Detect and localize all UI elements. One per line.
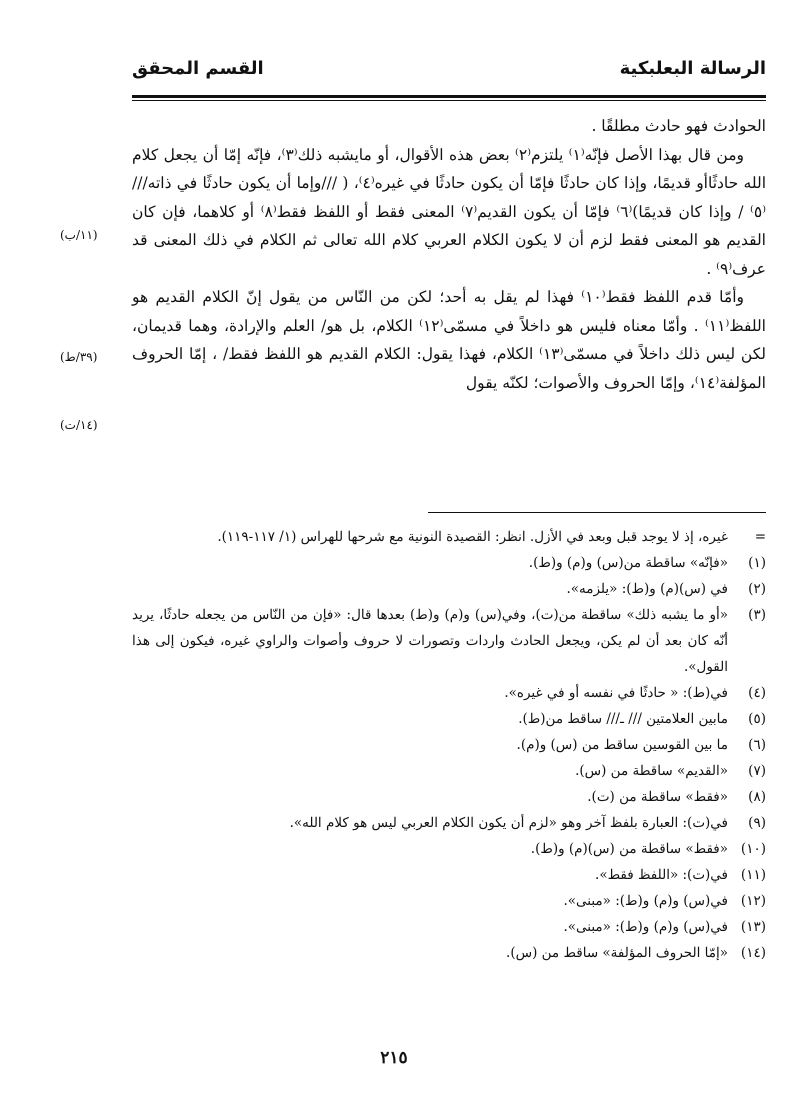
footnote-number: (٧) [748, 763, 766, 779]
footnote-number: (٣) [748, 607, 766, 623]
footnote-text: في (س)(م) و(ط): «يلزمه». [566, 581, 728, 597]
footnote-text: «فإنّه» ساقطة من(س) و(م) و(ط). [528, 555, 728, 571]
margin-note-manuscript-ref: (١١/ب) [60, 228, 98, 242]
margin-note-manuscript-ref: (١٤/ت) [60, 418, 98, 432]
running-header [132, 58, 766, 92]
margin-note-manuscript-ref: (٣٩/ط) [60, 350, 98, 364]
footnote-item [132, 784, 766, 810]
footnote-text: «فقط» ساقطة من (س)(م) و(ط). [530, 841, 728, 857]
footnote-text: «أو ما يشبه ذلك» ساقطة من(ت)، وفي(س) و(م) و(ط) بعدها قال: «فإن من النّاس من يجعله حادثًا، يريد أنّه كان بعد أن لم يكن، ويجعل الحادث واردات وتصورات لا حروف وأصوات والراوي غيره، فيكون إلى هذا القول». [132, 607, 728, 675]
footnote-number: (١٢) [740, 893, 766, 909]
footnote-item [132, 888, 766, 914]
footnote-text: «فقط» ساقطة من (ت). [587, 789, 728, 805]
paragraph-2: ومن قال بهذا الأصل فإنّه⁽١⁾ يلتزم⁽٢⁾ بعض هذه الأقوال، أو مايشبه ذلك⁽٣⁾، فإنّه إمّا أن يجعل كلام الله حادثًاأو قديمًا، وإذا كان حادثًا فإمّا أن يكون حادثًا في غيره⁽٤⁾، ( ///وإما أن يكون حادثًا في ذاته///⁽٥⁾ / وإذا كان قديمًا)⁽٦⁾ فإمّا أن يكون القديم⁽٧⁾ المعنى فقط أو اللفظ فقط⁽٨⁾ أو كلاهما، فإن كان القديم هو المعنى فقط لزم أن لا يكون الكلام العربي كلام الله تعالى ثم الكلام في ذلك المعنى قد عرف⁽٩⁾ . [132, 145, 767, 278]
footnote-item [132, 524, 766, 550]
footnote-text: غيره، إذ لا يوجد قبل وبعد في الأزل. انظر: القصيدة النونية مع شرحها للهراس (١/ ١١٧-١١٩). [217, 529, 728, 545]
footnote-item [132, 680, 766, 706]
footnote-number: (١٤) [740, 945, 766, 961]
footnote-text: مابين العلامتين /// ـ/// ساقط من(ط). [518, 711, 728, 727]
footnote-text: في(س) و(م) و(ط): «مبنى». [563, 893, 728, 909]
footnote-number: (٢) [748, 581, 766, 597]
header-section-title: القسم المحقق [132, 58, 264, 79]
footnote-number: (١٣) [740, 919, 766, 935]
page-number: ٢١٥ [380, 1048, 408, 1068]
footnote-text: في(ت): «اللفظ فقط». [595, 867, 728, 883]
main-text [132, 112, 766, 397]
footnote-separator [428, 512, 766, 513]
footnotes [132, 524, 766, 966]
footnote-item [132, 940, 766, 966]
header-rule-thick [132, 95, 766, 98]
footnote-item [132, 602, 766, 680]
footnote-text: «القديم» ساقطة من (س). [575, 763, 728, 779]
footnote-number: (١١) [740, 867, 766, 883]
footnote-text: في(ت): العبارة بلفظ آخر وهو «لزم أن يكون الكلام العربي ليس هو كلام الله». [289, 815, 728, 831]
footnote-number: (١) [748, 555, 766, 571]
footnote-item [132, 706, 766, 732]
footnote-text: «إمّا الحروف المؤلفة» ساقط من (س). [506, 945, 728, 961]
footnote-item [132, 732, 766, 758]
header-book-title: الرسالة البعلبكية [619, 58, 766, 79]
footnote-number: = [754, 529, 766, 545]
footnote-item [132, 914, 766, 940]
footnote-item [132, 758, 766, 784]
footnote-text: ما بين القوسين ساقط من (س) و(م). [516, 737, 728, 753]
paragraph-1: الحوادث فهو حادث مطلقًا . [591, 117, 766, 135]
paragraph-3: وأمّا قدم اللفظ فقط⁽١٠⁾ فهذا لم يقل به أحد؛ لكن من النّاس من يقول إنّ الكلام القديم هو اللفظ⁽١١⁾ . وأمّا معناه فليس هو داخلاً في مسمّى⁽١٢⁾ الكلام، بل هو/ العلم والإرادة، وهما قديمان، لكن ليس ذلك داخلاً في مسمّى⁽١٣⁾ الكلام، فهذا يقول: الكلام القديم هو اللفظ فقط/ ، إمّا الحروف المؤلفة⁽١٤⁾، وإمّا الحروف والأصوات؛ لكنّه يقول [132, 288, 766, 392]
footnote-text: في(ط): « حادثًا في نفسه أو في غيره». [504, 685, 728, 701]
footnote-number: (٦) [748, 737, 766, 753]
footnote-item [132, 576, 766, 602]
footnote-number: (٥) [748, 711, 766, 727]
footnote-item [132, 836, 766, 862]
footnote-number: (١٠) [740, 841, 766, 857]
footnote-item [132, 810, 766, 836]
footnote-number: (٩) [748, 815, 766, 831]
footnote-item [132, 862, 766, 888]
footnote-number: (٤) [748, 685, 766, 701]
footnote-text: في(س) و(م) و(ط): «مبنى». [563, 919, 728, 935]
header-rule-thin [132, 100, 766, 101]
footnote-number: (٨) [748, 789, 766, 805]
footnote-item [132, 550, 766, 576]
